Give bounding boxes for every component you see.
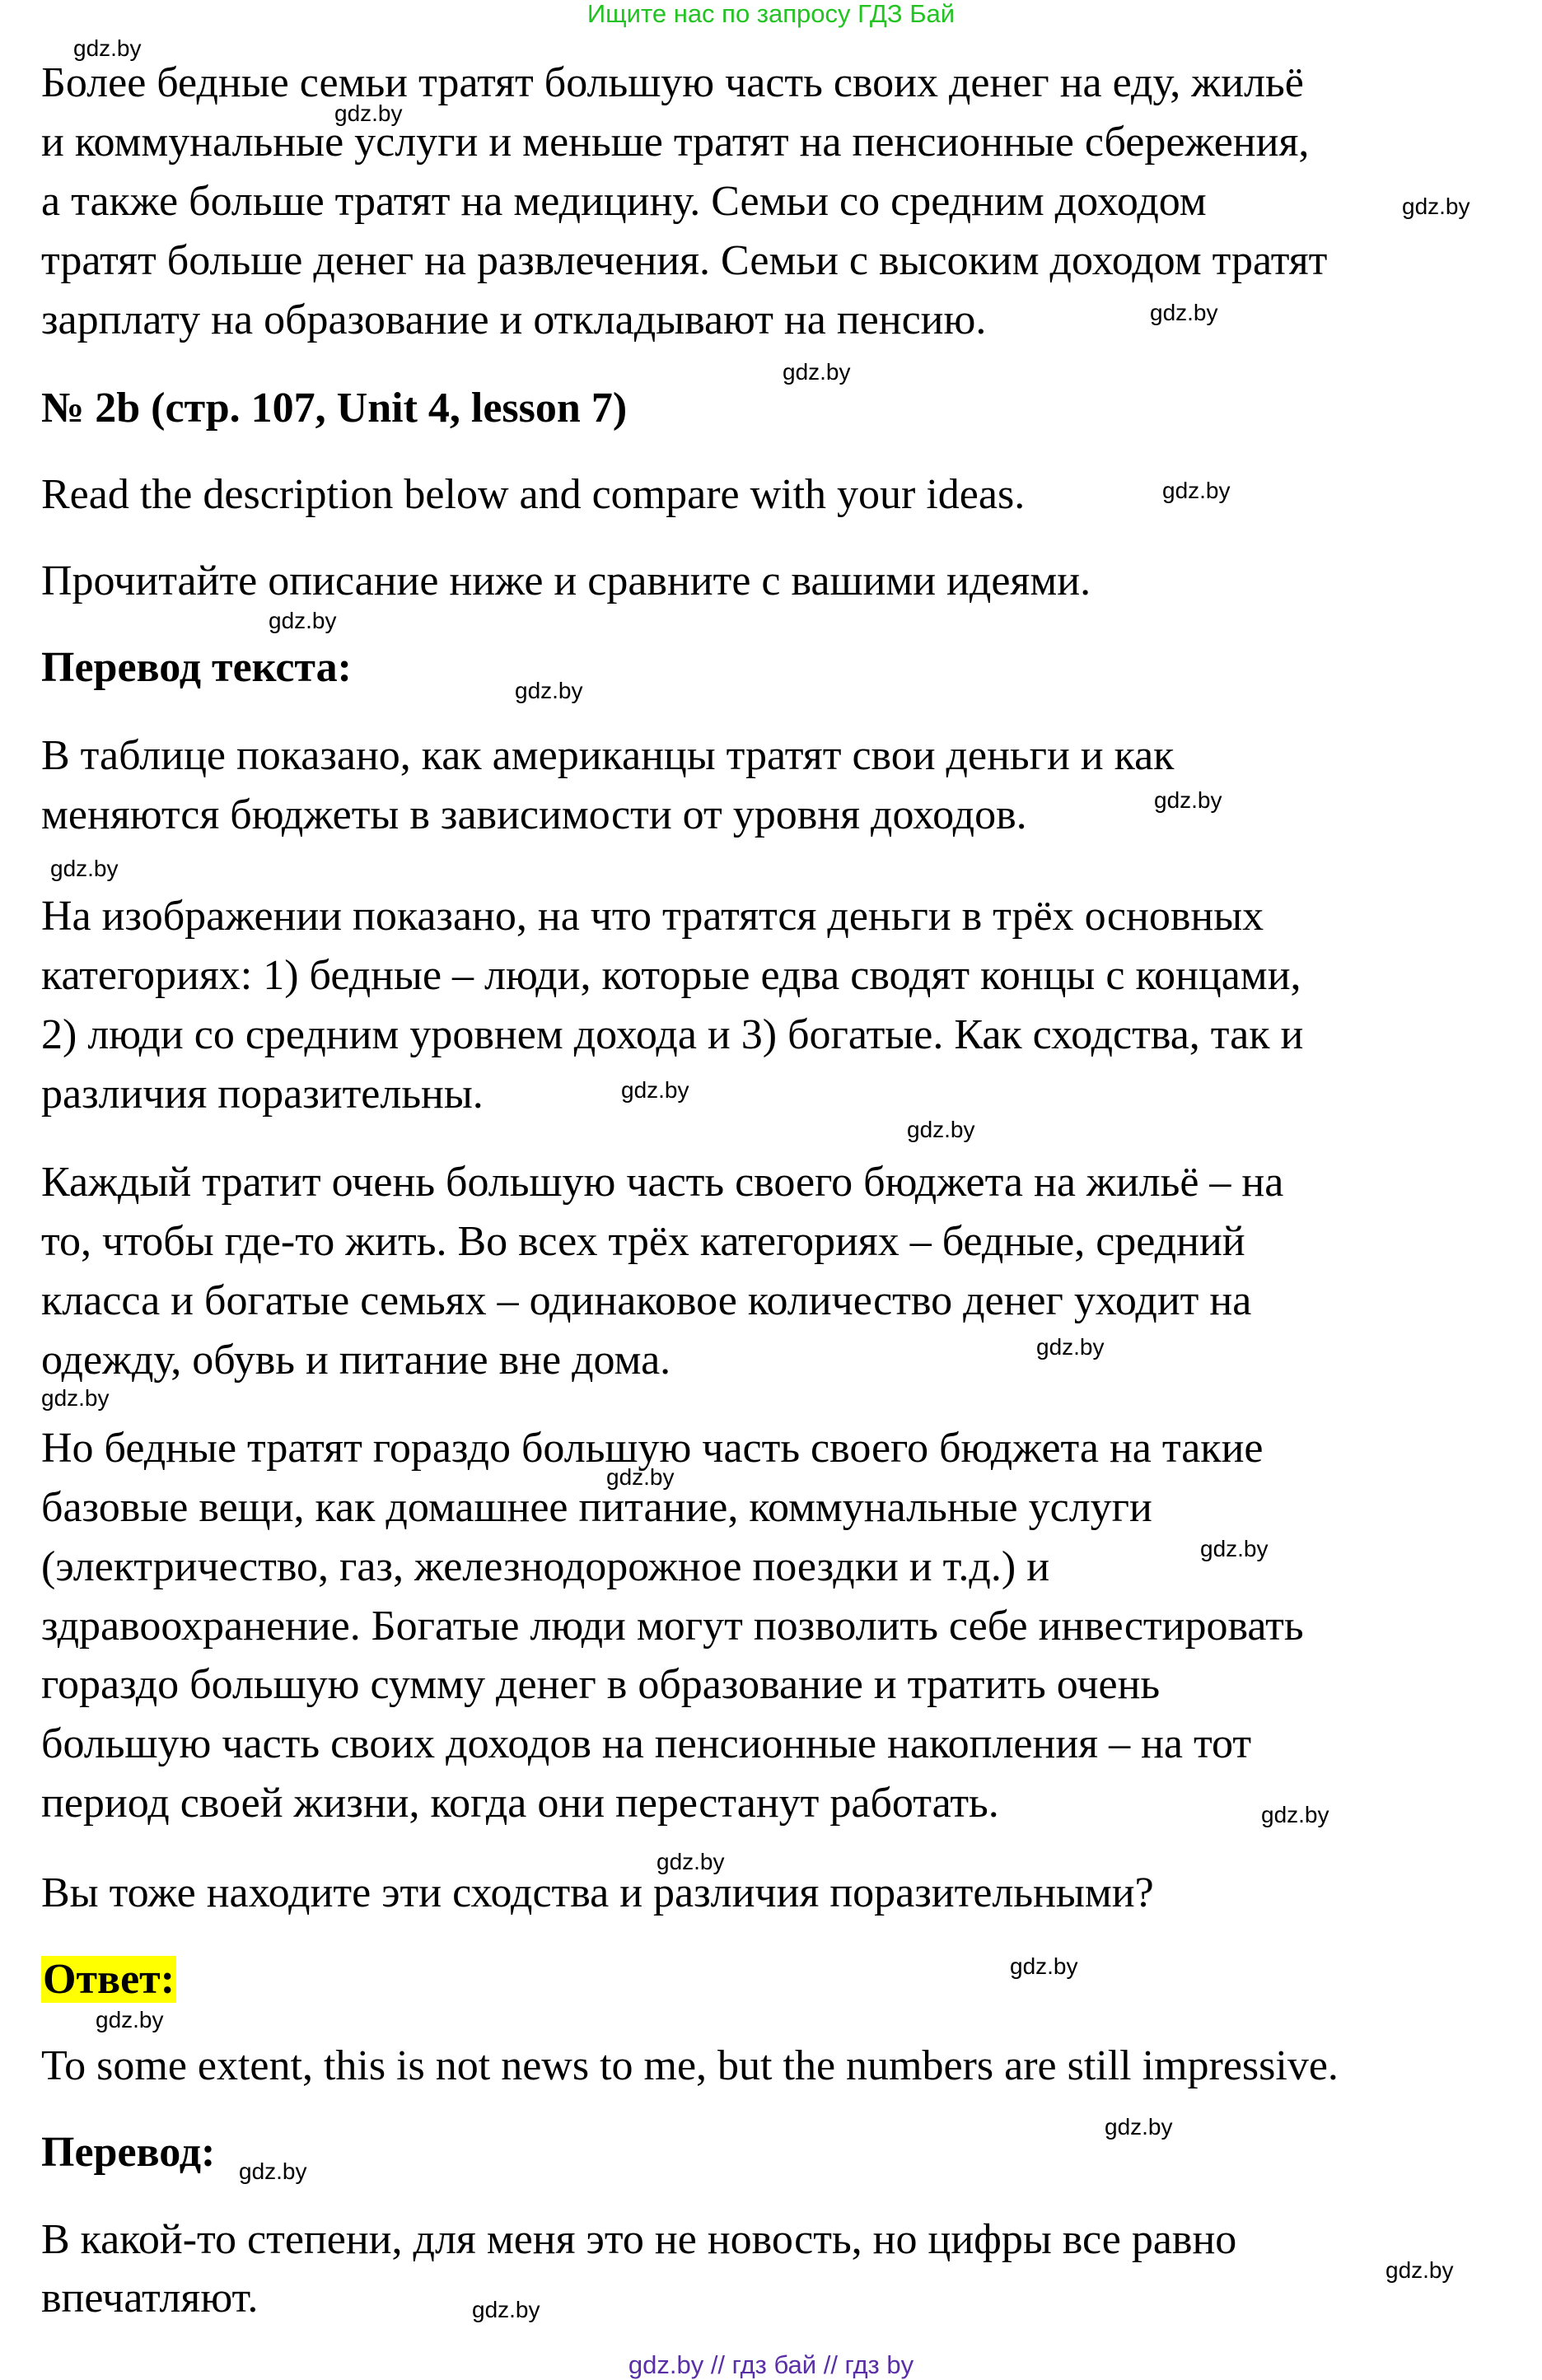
line-9 — [41, 732, 1175, 779]
text-line: и коммунальные услуги и меньше тратят на пенсионные сбережения, — [41, 119, 1310, 166]
watermark: gdz.by — [621, 1077, 689, 1103]
text-line: категориях: 1) бедные – люди, которые едва сводят концы с концами, — [41, 952, 1301, 999]
text-line: одежду, обувь и питание вне дома. — [41, 1337, 671, 1384]
line-10 — [41, 791, 1027, 838]
text-line: В таблице показано, как американцы тратят свои деньги и как — [41, 732, 1175, 779]
heading: № 2b (стр. 107, Unit 4, lesson 7) — [41, 385, 628, 432]
line-26 — [41, 1869, 1154, 1916]
watermark: gdz.by — [334, 100, 403, 126]
heading: Перевод текста: — [41, 644, 352, 691]
watermark: gdz.by — [1036, 1334, 1105, 1360]
watermark: gdz.by — [1385, 2257, 1454, 2283]
line-12 — [41, 954, 1301, 997]
text-line: большую часть своих доходов на пенсионные накопления – на тот — [41, 1720, 1252, 1767]
line-7 — [41, 560, 1091, 603]
watermark: gdz.by — [1150, 300, 1218, 325]
text-line: меняются бюджеты в зависимости от уровня доходов. — [41, 791, 1027, 838]
line-14 — [41, 1073, 484, 1116]
text-line: (электричество, газ, железнодорожное поездки и т.д.) и — [41, 1543, 1050, 1590]
watermark: gdz.by — [1162, 478, 1231, 503]
text-line: гораздо большую сумму денег в образование и тратить очень — [41, 1661, 1161, 1708]
line-11 — [41, 895, 1264, 938]
text-line: то, чтобы где-то жить. Во всех трёх категориях – бедные, средний — [41, 1218, 1245, 1265]
watermark: gdz.by — [606, 1464, 675, 1490]
text-line: Каждый тратит очень большую часть своего бюджета на жильё – на — [41, 1159, 1284, 1206]
watermark: gdz.by — [1154, 787, 1222, 813]
line-0 — [41, 59, 1304, 106]
line-4 — [41, 296, 987, 343]
line-15 — [41, 1161, 1283, 1204]
line-18 — [41, 1339, 671, 1382]
line-22 — [41, 1605, 1304, 1648]
line-8 — [41, 646, 352, 689]
heading: Перевод: — [41, 2129, 216, 2176]
text-line: а также больше тратят на медицину. Семьи со средним доходом — [41, 178, 1207, 225]
watermark: gdz.by — [907, 1117, 975, 1142]
line-2 — [41, 180, 1207, 223]
watermark: gdz.by — [239, 2158, 307, 2184]
watermark: gdz.by — [50, 856, 119, 881]
watermark: gdz.by — [1010, 1953, 1078, 1979]
watermark: gdz.by — [96, 2007, 164, 2032]
line-16 — [41, 1220, 1245, 1263]
watermark: gdz.by — [472, 2297, 540, 2322]
watermark: gdz.by — [1200, 1536, 1269, 1561]
watermark: gdz.by — [73, 35, 142, 61]
line-28 — [41, 2042, 1339, 2089]
text-line: Более бедные семьи тратят большую часть своих денег на еду, жильё — [41, 59, 1304, 106]
line-27 — [41, 1958, 176, 2001]
watermark: gdz.by — [1261, 1802, 1329, 1827]
text-line: период своей жизни, когда они перестанут работать. — [41, 1780, 999, 1827]
text-line: To some extent, this is not news to me, but the numbers are still impressive. — [41, 2042, 1339, 2089]
watermark: gdz.by — [1105, 2114, 1173, 2140]
text-line: класса и богатые семьях – одинаковое количество денег уходит на — [41, 1277, 1252, 1324]
text-line: различия поразительны. — [41, 1071, 484, 1118]
watermark: gdz.by — [515, 678, 583, 703]
line-5 — [41, 387, 627, 430]
line-13 — [41, 1011, 1304, 1058]
text-line: тратят больше денег на развлечения. Семьи с высоким доходом тратят — [41, 237, 1328, 284]
line-23 — [41, 1661, 1161, 1708]
line-6 — [41, 471, 1026, 518]
line-25 — [41, 1782, 999, 1825]
watermark: gdz.by — [657, 1849, 725, 1874]
text-line: впечатляют. — [41, 2275, 259, 2322]
line-24 — [41, 1720, 1252, 1767]
watermark: gdz.by — [269, 608, 337, 633]
line-17 — [41, 1277, 1252, 1324]
text-line: 2) люди со средним уровнем дохода и 3) богатые. Как сходства, так и — [41, 1011, 1304, 1058]
text-line: Вы тоже находите эти сходства и различия поразительными? — [41, 1869, 1154, 1916]
line-30 — [41, 2216, 1237, 2263]
line-31 — [41, 2277, 258, 2320]
watermark: gdz.by — [1402, 194, 1470, 219]
text-line: зарплату на образование и откладывают на пенсию. — [41, 296, 987, 343]
text-line: Прочитайте описание ниже и сравните с вашими идеями. — [41, 558, 1091, 604]
footer-links[interactable]: gdz.by // гдз бай // гдз by — [628, 2350, 914, 2379]
text-line: На изображении показано, на что тратятся деньги в трёх основных — [41, 893, 1264, 940]
text-line: здравоохранение. Богатые люди могут позволить себе инвестировать — [41, 1603, 1304, 1650]
line-20 — [41, 1486, 1152, 1529]
line-3 — [41, 237, 1328, 284]
text-line: Но бедные тратят гораздо большую часть своего бюджета на такие — [41, 1425, 1264, 1472]
search-hint-banner[interactable]: Ищите нас по запросу ГДЗ Бай — [586, 0, 956, 28]
heading: Ответ: — [43, 1956, 175, 2003]
line-21 — [41, 1543, 1050, 1590]
line-1 — [41, 121, 1309, 164]
text-line: В какой-то степени, для меня это не новость, но цифры все равно — [41, 2216, 1237, 2263]
line-29 — [41, 2131, 215, 2174]
watermark: gdz.by — [783, 359, 851, 385]
text-line: базовые вещи, как домашнее питание, коммунальные услуги — [41, 1484, 1152, 1531]
text-line: Read the description below and compare with your ideas. — [41, 471, 1026, 518]
watermark: gdz.by — [41, 1385, 110, 1411]
